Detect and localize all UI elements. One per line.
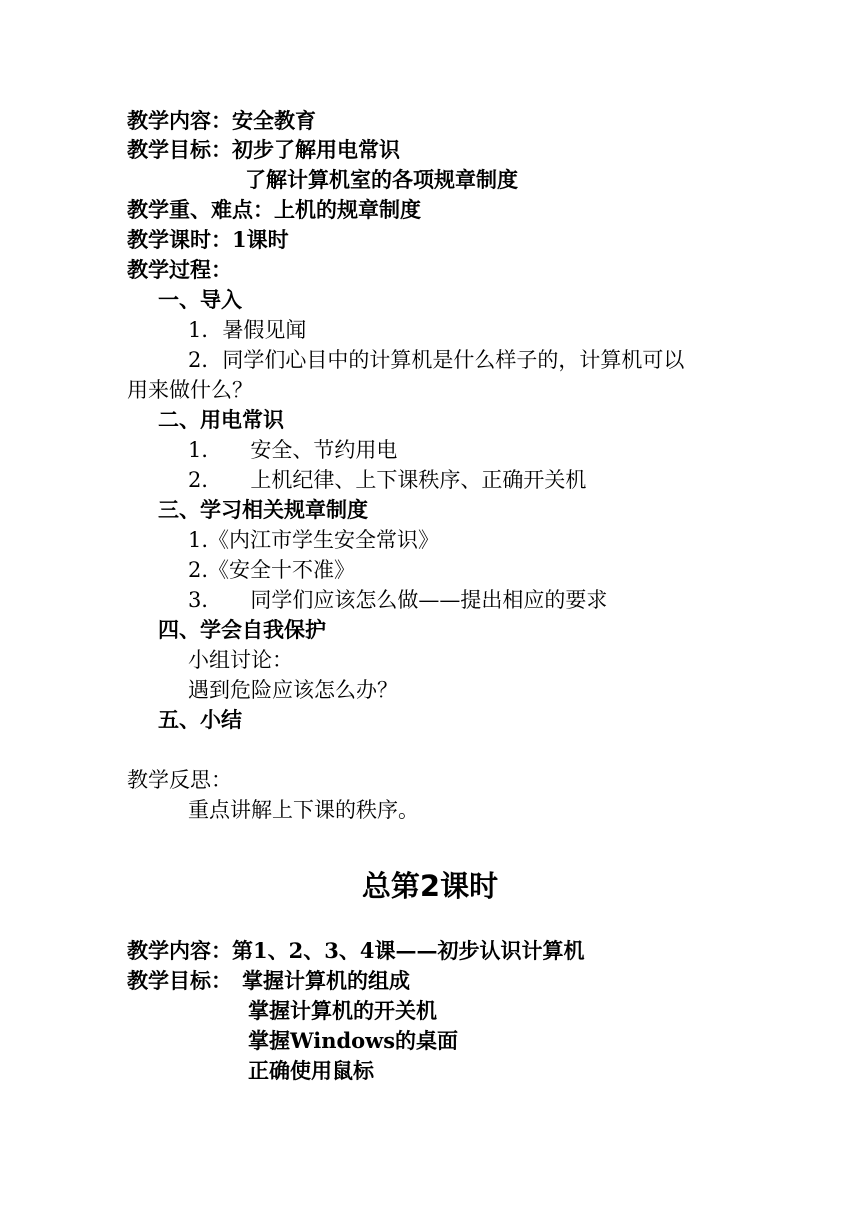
list-item-text: 同学们应该怎么做——提出相应的要求: [250, 588, 608, 612]
content-label: 教学内容：: [127, 938, 232, 963]
section-title: 二、用电常识: [158, 407, 284, 432]
hours-line: [127, 225, 289, 255]
list-item: [188, 435, 397, 465]
goal-item: 初步了解用电常识: [232, 137, 400, 162]
key-points-value: 上机的规章制度: [274, 197, 421, 222]
goal-item: 掌握Windows的桌面: [248, 1028, 459, 1053]
goals-label: 教学目标：: [127, 968, 232, 993]
list-item-text: 安全、节约用电: [250, 438, 398, 462]
list-item: [188, 585, 607, 615]
list-item: 2．同学们心目中的计算机是什么样子的，计算机可以: [188, 348, 685, 372]
list-item-number: 1．: [188, 438, 223, 462]
key-points-line: [127, 195, 421, 225]
goals-line: [127, 135, 400, 165]
reflection-label: 教学反思：: [127, 768, 232, 792]
list-item: 遇到危险应该怎么办？: [188, 678, 398, 702]
section-title: 四、学会自我保护: [158, 617, 326, 642]
list-item-text: 上机纪律、上下课秩序、正确开关机: [250, 468, 587, 492]
section-title: 一、导入: [158, 287, 242, 312]
section-title: 五、小结: [158, 707, 242, 732]
content-value: 安全教育: [232, 108, 316, 133]
goals-line: [127, 966, 410, 996]
list-item: [188, 465, 586, 495]
lesson-heading: 总第2课时: [361, 869, 499, 903]
list-item-number: 3．: [188, 588, 223, 612]
goal-item: 正确使用鼠标: [248, 1058, 374, 1083]
content-label: 教学内容：: [127, 108, 232, 133]
section-title: 三、学习相关规章制度: [158, 497, 368, 522]
goals-label: 教学目标：: [127, 137, 232, 162]
goal-item: 掌握计算机的组成: [242, 968, 410, 993]
list-item-number: 2．: [188, 468, 223, 492]
content-line: [127, 936, 584, 966]
content-value: 第1、2、3、4课——初步认识计算机: [232, 938, 585, 963]
list-item: 小组讨论：: [188, 648, 293, 672]
list-item: 1.《内江市学生安全常识》: [188, 528, 440, 552]
process-label: 教学过程：: [127, 257, 232, 282]
hours-value: 1课时: [232, 227, 289, 252]
list-item-continuation: 用来做什么？: [127, 378, 253, 402]
hours-label: 教学课时：: [127, 227, 232, 252]
goal-item: 掌握计算机的开关机: [248, 998, 437, 1023]
reflection-text: 重点讲解上下课的秩序。: [188, 798, 419, 822]
content-line: [127, 106, 316, 136]
list-item: 2.《安全十不准》: [188, 558, 356, 582]
goal-item: 了解计算机室的各项规章制度: [245, 167, 518, 192]
key-points-label: 教学重、难点：: [127, 197, 274, 222]
list-item: 1．暑假见闻: [188, 318, 307, 342]
